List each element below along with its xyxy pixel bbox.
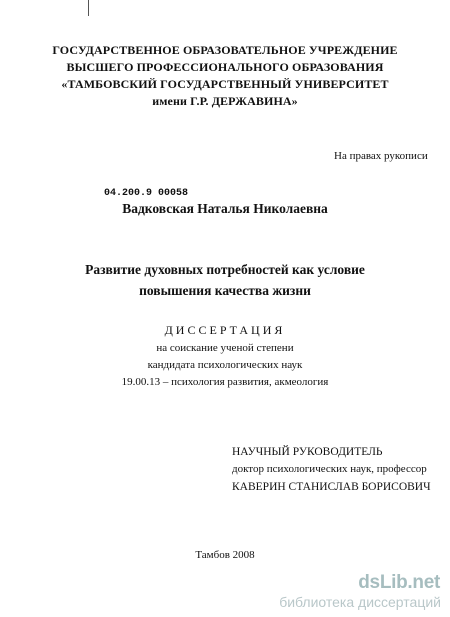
supervisor-rank: доктор психологических наук, профессор [232,463,427,475]
registration-stamp: 04.200.9 00058 [104,188,189,199]
thesis-title-line-2: повышения качества жизни [139,283,311,298]
scan-mark [88,0,89,16]
manuscript-rights: На правах рукописи [334,150,428,162]
thesis-title-line-1: Развитие духовных потребностей как условие [85,262,365,277]
place-and-year: Тамбов 2008 [195,549,255,561]
degree-name: кандидата психологических наук [147,359,303,371]
document-kind: ДИССЕРТАЦИЯ [164,323,286,337]
degree-purpose: на соискание ученой степени [156,342,294,354]
watermark-logo: dsLib.net [358,572,440,593]
author-name: Вадковская Наталья Николаевна [122,201,328,216]
watermark-subtitle: библиотека диссертаций [279,594,441,610]
institution-line-3: «ТАМБОВСКИЙ ГОСУДАРСТВЕННЫЙ УНИВЕРСИТЕТ [61,77,389,91]
institution-line-1: ГОСУДАРСТВЕННОЕ ОБРАЗОВАТЕЛЬНОЕ УЧРЕЖДЕНИЕ [52,43,398,57]
supervisor-name: КАВЕРИН СТАНИСЛАВ БОРИСОВИЧ [232,481,431,493]
specialty: 19.00.13 – психология развития, акмеология [121,376,329,388]
supervisor-heading: НАУЧНЫЙ РУКОВОДИТЕЛЬ [232,446,383,458]
institution-line-2: ВЫСШЕГО ПРОФЕССИОНАЛЬНОГО ОБРАЗОВАНИЯ [66,60,384,74]
institution-line-4: имени Г.Р. ДЕРЖАВИНА» [152,94,298,108]
